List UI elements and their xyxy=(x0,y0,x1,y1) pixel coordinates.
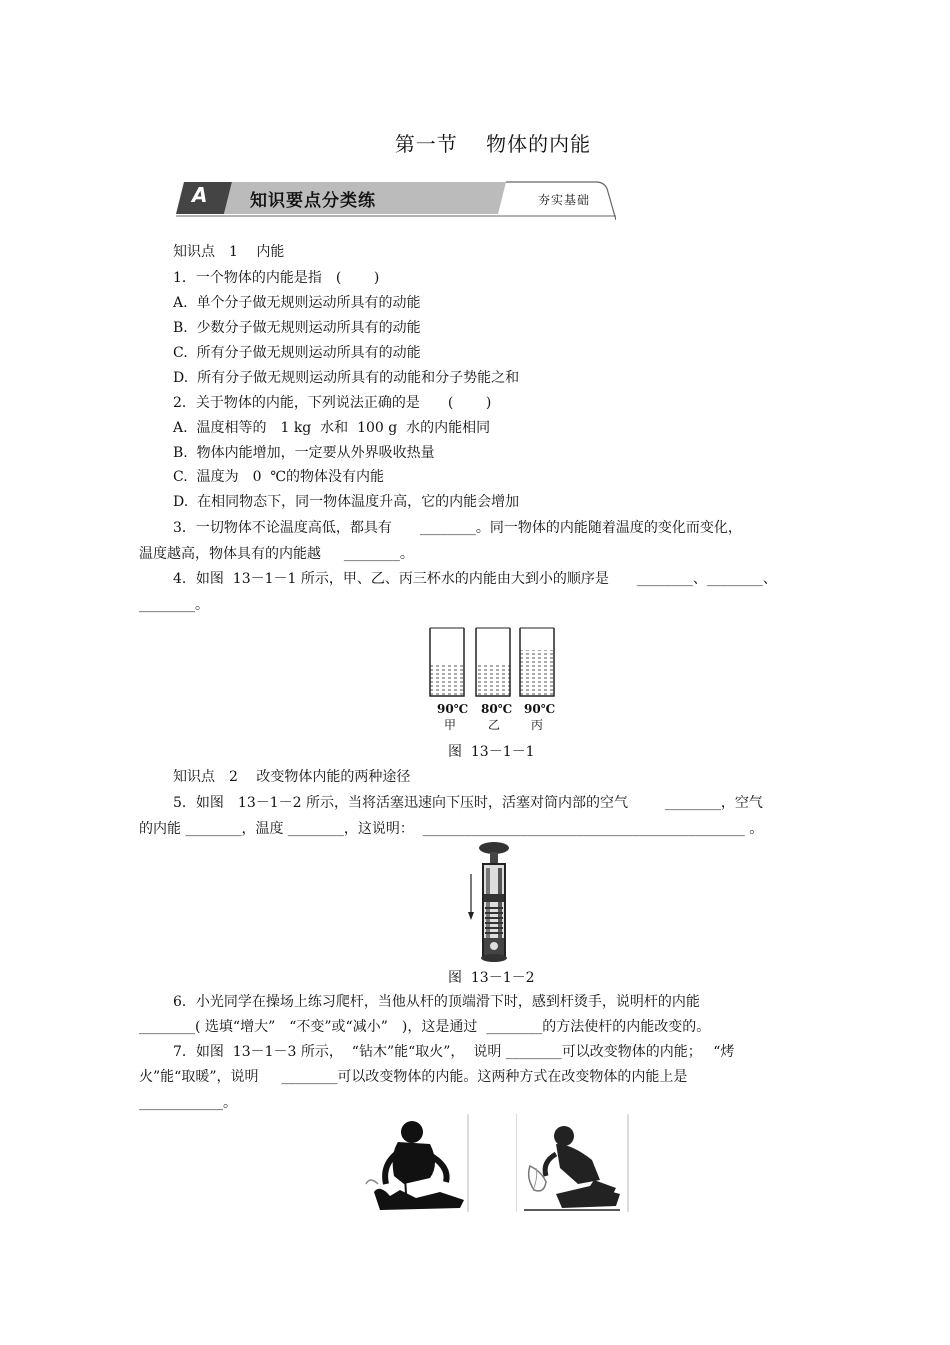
cup-yi xyxy=(476,628,510,696)
figure-piston-cylinder xyxy=(462,838,522,964)
figure-13-1-2-caption: 图 13－1－2 xyxy=(448,970,535,986)
cup-yi-temp: 80℃ xyxy=(481,702,513,716)
cup-jia-temp: 90℃ xyxy=(437,702,469,716)
q1-option-a: A. 单个分子做无规则运动所具有的动能 xyxy=(173,295,421,311)
cup-yi-label: 乙 xyxy=(488,718,501,732)
cup-bing-label: 丙 xyxy=(531,718,544,732)
q5-line-1: 5．如图 13－1－2 所示，当将活塞迅速向下压时，活塞对筒内部的空气 ________，空气 xyxy=(173,795,763,811)
cup-jia xyxy=(430,628,464,696)
q4-line-2: ________。 xyxy=(139,597,209,613)
cup-bing xyxy=(520,628,554,696)
q4-line-1: 4．如图 13－1－1 所示，甲、乙、丙三杯水的内能由大到小的顺序是 ________、________、 xyxy=(173,571,777,587)
banner-heading: 知识要点分类练 xyxy=(250,191,376,211)
cup-bing-temp: 90℃ xyxy=(524,702,556,716)
q1-option-c: C. 所有分子做无规则运动所具有的动能 xyxy=(173,345,421,361)
q1-option-d: D. 所有分子做无规则运动所具有的动能和分子势能之和 xyxy=(173,370,520,386)
figure-13-1-1-caption: 图 13－1－1 xyxy=(448,744,535,760)
q3-line-1: 3．一切物体不论温度高低，都具有 ________。同一物体的内能随着温度的变化而变化， xyxy=(173,520,742,536)
q1-stem: 1．一个物体的内能是指 ( ) xyxy=(173,270,380,286)
q6-line-2: ________( 选填“增大” “不变”或“减小” )，这是通过 ________的方法使杆的内能改变的。 xyxy=(139,1019,711,1035)
cup-jia-label: 甲 xyxy=(444,718,457,732)
knowledge-point-1: 知识点 1 内能 xyxy=(173,244,285,260)
warming-by-fire-illustration xyxy=(516,1114,630,1212)
page-title: 第一节 物体的内能 xyxy=(394,132,592,156)
q2-option-d: D. 在相同物态下，同一物体温度升高，它的内能会增加 xyxy=(173,494,520,510)
knowledge-point-2: 知识点 2 改变物体内能的两种途径 xyxy=(173,769,411,785)
q2-option-c: C. 温度为 0 ℃的物体没有内能 xyxy=(173,469,385,485)
q7-line-2: 火”能“取暖”，说明 ________可以改变物体的内能。这两种方式在改变物体的内能上是 xyxy=(139,1069,688,1085)
q2-option-b: B. 物体内能增加，一定要从外界吸收热量 xyxy=(173,445,435,461)
banner-badge: A xyxy=(192,183,208,207)
q2-option-a: A. 温度相等的 1 kg 水和 100 g 水的内能相同 xyxy=(173,420,491,436)
q1-option-b: B. 少数分子做无规则运动所具有的动能 xyxy=(173,320,421,336)
q2-stem: 2．关于物体的内能，下列说法正确的是 ( ) xyxy=(173,395,492,411)
banner-tagline: 夯实基础 xyxy=(538,193,591,207)
q7-line-3: ____________。 xyxy=(139,1095,237,1111)
q6-line-1: 6．小光同学在操场上练习爬杆，当他从杆的顶端滑下时，感到杆烫手，说明杆的内能 xyxy=(173,994,700,1010)
q7-line-1: 7．如图 13－1－3 所示， “钻木”能“取火”， 说明 ________可以改变物体的内能； “烤 xyxy=(173,1044,735,1060)
q5-line-2: 的内能 ________，温度 ________，这说明： ______________________________________________ 。 xyxy=(139,821,764,837)
drilling-wood-fire-illustration xyxy=(360,1114,470,1212)
q3-line-2: 温度越高，物体具有的内能越 ________。 xyxy=(139,546,414,562)
